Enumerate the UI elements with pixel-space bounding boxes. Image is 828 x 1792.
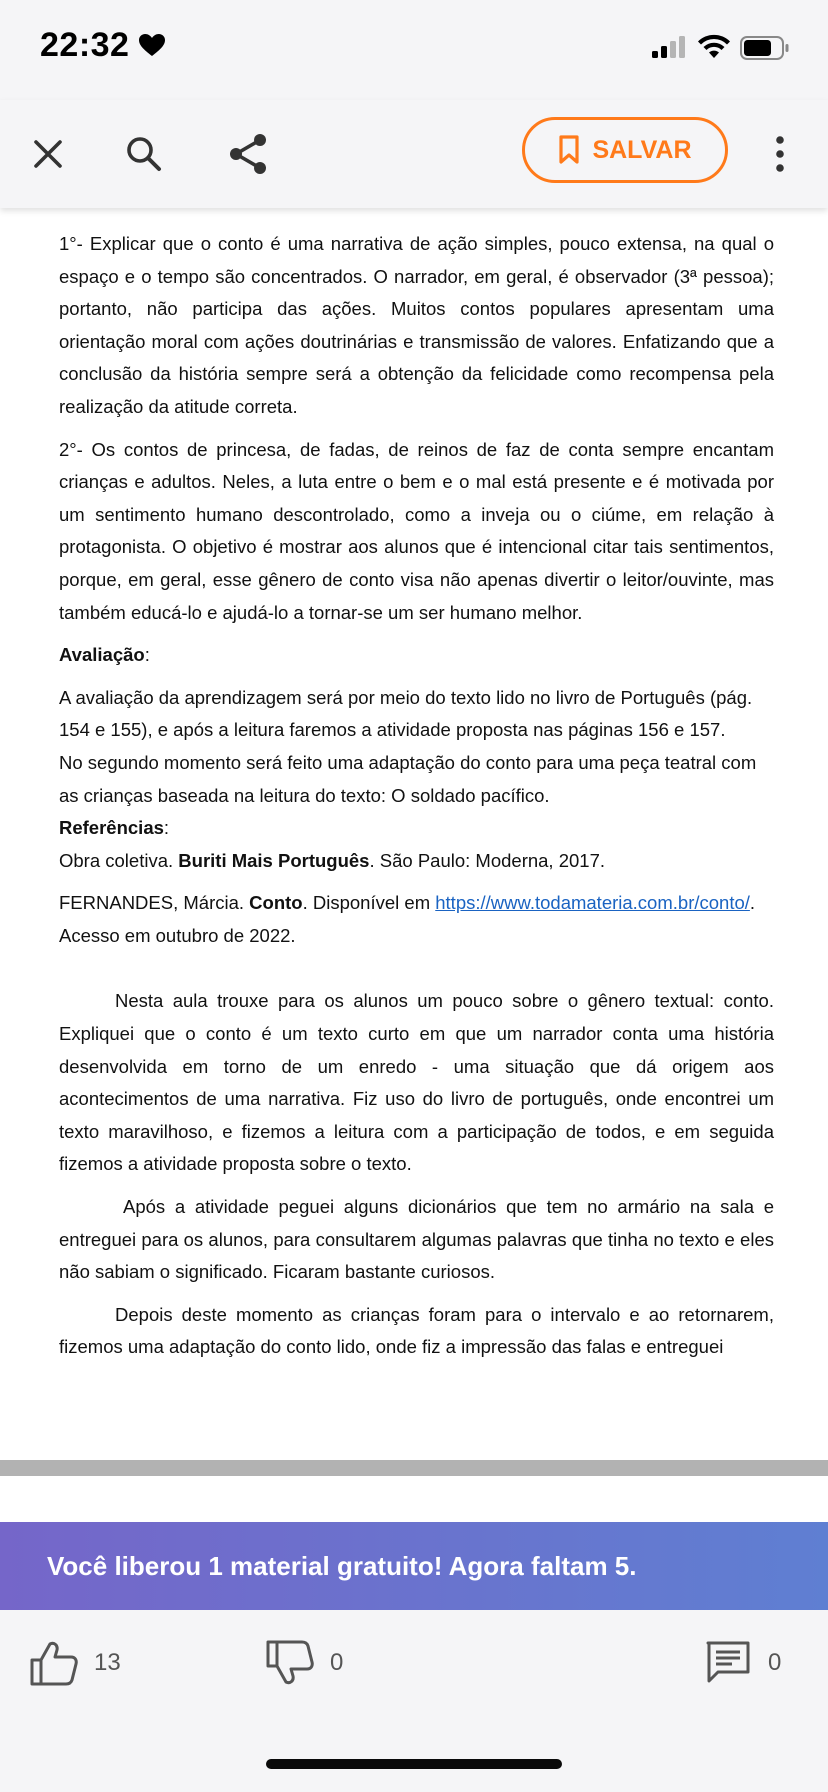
- document-page: [0, 208, 828, 1460]
- share-button[interactable]: [222, 128, 274, 180]
- like-button[interactable]: [30, 1640, 121, 1686]
- home-indicator[interactable]: [266, 1759, 562, 1769]
- paragraph-1: 1°- Explicar que o conto é uma narrativa de ação simples, pouco extensa, na qual o espaço e o tempo são concentrados. O narrador, em geral, é observador (3ª pessoa); portanto, não participa das ações. Muitos contos populares apresentam uma orientação moral com ações doutrinárias e transmissão de valores. Enfatizando que a conclusão da história sempre será a obtenção da felicidade como recompensa pela realização da atitude correta.: [59, 233, 774, 417]
- avaliacao-paragraph-2: No segundo momento será feito uma adaptação do conto para uma peça teatral com as crianças baseada na leitura do texto: O soldado pacífico.: [59, 751, 757, 806]
- more-options-button[interactable]: [754, 128, 806, 180]
- banner-text: Você liberou 1 material gratuito! Agora faltam 5.: [47, 1550, 637, 1581]
- referencias-heading: Referências: [59, 817, 164, 839]
- comment-count: 0: [768, 1649, 782, 1676]
- close-button[interactable]: [22, 128, 74, 180]
- avaliacao-heading-line: Avaliação:: [59, 644, 150, 666]
- status-bar: [0, 0, 828, 100]
- save-button-label: SALVAR: [592, 135, 692, 164]
- avaliacao-heading: Avaliação: [59, 644, 145, 666]
- status-time: 22:32: [40, 26, 130, 64]
- paragraph-5: Depois deste momento as crianças foram para o intervalo e ao retornarem, fizemos uma adaptação do conto lido, onde fiz a impressão das falas e entreguei: [59, 1303, 774, 1358]
- document-content: [59, 228, 774, 1364]
- more-vertical-icon: [774, 136, 786, 172]
- like-count: 13: [94, 1649, 121, 1676]
- avaliacao-paragraph-1: A avaliação da aprendizagem será por meio do texto lido no livro de Português (pág. 154 e 155), e após a leitura faremos a atividade proposta nas páginas 156 e 157.: [59, 686, 753, 741]
- page-divider: [0, 1460, 828, 1476]
- battery-icon: [740, 36, 790, 60]
- save-button[interactable]: [522, 117, 728, 183]
- reference-1: Obra coletiva. Buriti Mais Português. São Paulo: Moderna, 2017.: [59, 849, 606, 871]
- free-material-banner[interactable]: [0, 1522, 828, 1610]
- referencias-heading-line: Referências:: [59, 817, 170, 839]
- close-icon: [31, 137, 65, 171]
- cellular-signal-icon: [652, 36, 688, 58]
- heart-icon: [138, 33, 166, 57]
- thumbs-down-icon: [266, 1640, 314, 1686]
- search-button[interactable]: [118, 128, 170, 180]
- wifi-icon: [697, 34, 731, 60]
- bookmark-icon: [558, 135, 580, 165]
- dislike-count: 0: [330, 1649, 344, 1676]
- paragraph-3: Nesta aula trouxe para os alunos um pouco sobre o gênero textual: conto. Expliquei que o conto é um texto curto em que um narrador conta uma história desenvolvida em torno de um enredo - uma situação que dá origem aos acontecimentos de uma narrativa. Fiz uso do livro de português, onde encontrei um texto maravilhoso, e fizemos a leitura com a participação de todos, e em seguida fizemos a atividade proposta sobre o texto.: [59, 990, 774, 1175]
- paragraph-4: Após a atividade peguei alguns dicionários que tem no armário na sala e entreguei para os alunos, para consultarem algumas palavras que tinha no texto e eles não sabiam o significado. Ficaram bastante curiosos.: [59, 1196, 774, 1283]
- dislike-button[interactable]: [266, 1640, 343, 1686]
- paragraph-2: 2°- Os contos de princesa, de fadas, de reinos de faz de conta sempre encantam crianças e adultos. Neles, a luta entre o bem e o mal está presente e é motivada por um sentimento humano descontrolado, como a inveja ou o ciúme, em relação à protagonista. O objetivo é mostrar aos alunos que é intencional citar tais sentimentos, porque, em geral, esse gênero de conto visa não apenas divertir o leitor/ouvinte, mas também educá-lo e ajudá-lo a tornar-se um ser humano melhor.: [59, 438, 774, 623]
- comments-button[interactable]: [704, 1640, 781, 1686]
- reference-link[interactable]: https://www.todamateria.com.br/conto/: [435, 892, 750, 914]
- share-icon: [227, 132, 269, 176]
- reference-2: FERNANDES, Márcia. Conto. Disponível em https://www.todamateria.com.br/conto/. Acesso em outubro de 2022.: [59, 892, 756, 946]
- page-gap: [0, 1476, 828, 1522]
- search-icon: [124, 134, 164, 174]
- document-toolbar: [0, 100, 828, 208]
- comment-icon: [704, 1640, 752, 1686]
- thumbs-up-icon: [30, 1640, 78, 1686]
